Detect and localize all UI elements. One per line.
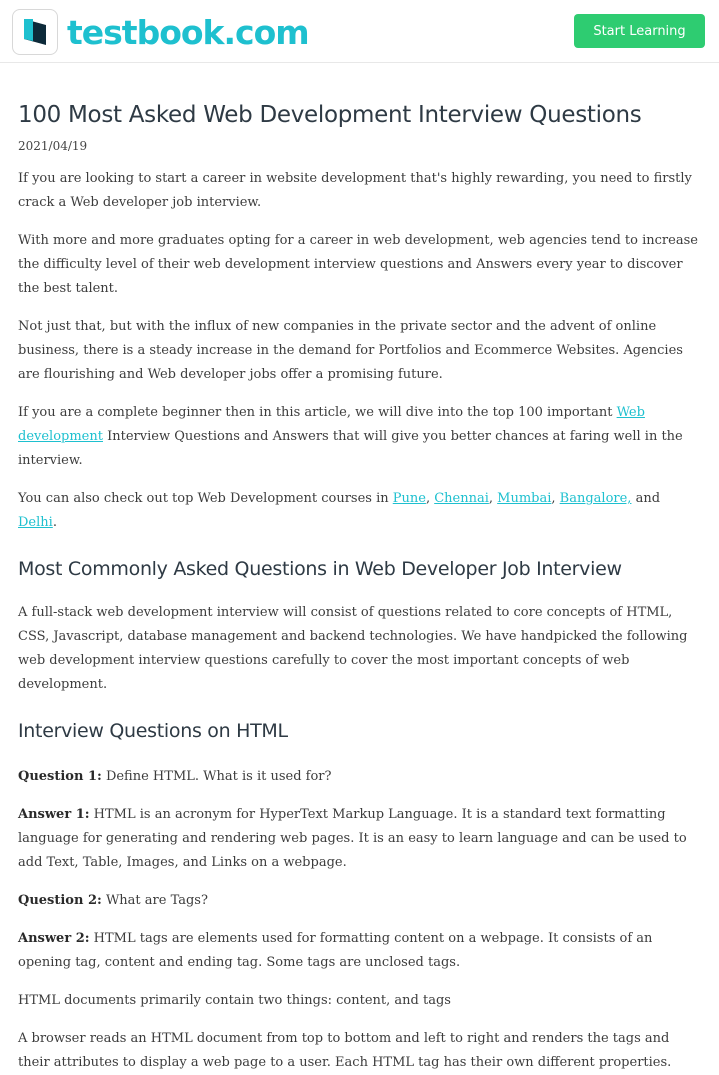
question-2-label: Question 2:	[18, 893, 102, 908]
site-header	[0, 0, 719, 63]
link-bangalore[interactable]: Bangalore,	[559, 491, 632, 506]
intro-paragraph-2: With more and more graduates opting for a career in web development, web agencies tend to increase the difficulty level of their web development interview questions and Answers every year to discover the best talent.	[18, 233, 698, 296]
courses-paragraph: You can also check out top Web Development courses in Pune, Chennai, Mumbai, Bangalore, and Delhi.	[18, 491, 661, 530]
question-1	[18, 765, 701, 789]
section-heading-html: Interview Questions on HTML	[18, 720, 288, 742]
link-mumbai[interactable]: Mumbai	[497, 491, 552, 506]
answer-1-label: Answer 1:	[18, 807, 90, 822]
html-docs-paragraph: HTML documents primarily contain two things: content, and tags	[18, 993, 451, 1008]
link-web-development[interactable]: Web development	[18, 405, 645, 444]
link-chennai[interactable]: Chennai	[434, 491, 489, 506]
link-delhi[interactable]: Delhi	[18, 515, 53, 530]
courses-text-and: and	[631, 491, 661, 506]
brand-name: testbook.com	[67, 12, 309, 52]
start-learning-button[interactable]: Start Learning	[574, 14, 705, 48]
question-1-label: Question 1:	[18, 769, 102, 784]
answer-2	[18, 927, 701, 975]
beginner-text-before: If you are a complete beginner then in this article, we will dive into the top 100 important	[18, 405, 617, 420]
browser-paragraph: A browser reads an HTML document from top to bottom and left to right and renders the tags and their attributes to display a web page to a user. Each HTML tag has their own different properties.	[18, 1031, 672, 1070]
answer-2-text: HTML tags are elements used for formatting content on a webpage. It consists of an opening tag, content and ending tag. Some tags are unclosed tags.	[18, 931, 653, 970]
answer-1	[18, 803, 701, 875]
question-2	[18, 889, 701, 913]
beginner-paragraph	[18, 401, 701, 473]
intro-paragraph-1: If you are looking to start a career in website development that's highly rewarding, you need to firstly crack a Web developer job interview.	[18, 171, 692, 210]
question-2-text: What are Tags?	[101, 893, 208, 908]
article	[0, 101, 719, 1075]
courses-text-before: You can also check out top Web Development courses in	[18, 491, 393, 506]
section-heading-common-questions: Most Commonly Asked Questions in Web Developer Job Interview	[18, 558, 622, 580]
answer-2-label: Answer 2:	[18, 931, 90, 946]
link-pune[interactable]: Pune	[392, 491, 426, 506]
brand-logo[interactable]	[12, 9, 309, 55]
page-title: 100 Most Asked Web Development Interview Questions	[18, 102, 642, 128]
section1-paragraph: A full-stack web development interview will consist of questions related to core concepts of HTML, CSS, Javascript, database management and backend technologies. We have handpicked the following web development interview questions carefully to cover the most important concepts of web development.	[18, 605, 688, 692]
question-1-text: Define HTML. What is it used for?	[101, 769, 332, 784]
answer-1-text: HTML is an acronym for HyperText Markup Language. It is a standard text formatting language for generating and rendering web pages. It is an easy to learn language and can be used to add Text, Table, Images, and Links on a webpage.	[18, 807, 687, 870]
courses-text-end: .	[52, 515, 57, 530]
intro-paragraph-3: Not just that, but with the influx of new companies in the private sector and the advent of online business, there is a steady increase in the demand for Portfolios and Ecommerce Websites. Agencies are flourishing and Web developer jobs offer a promising future.	[18, 319, 683, 382]
beginner-text-after: Interview Questions and Answers that will give you better chances at faring well in the interview.	[18, 429, 683, 468]
logo-icon	[12, 9, 58, 55]
publish-date: 2021/04/19	[18, 139, 88, 153]
